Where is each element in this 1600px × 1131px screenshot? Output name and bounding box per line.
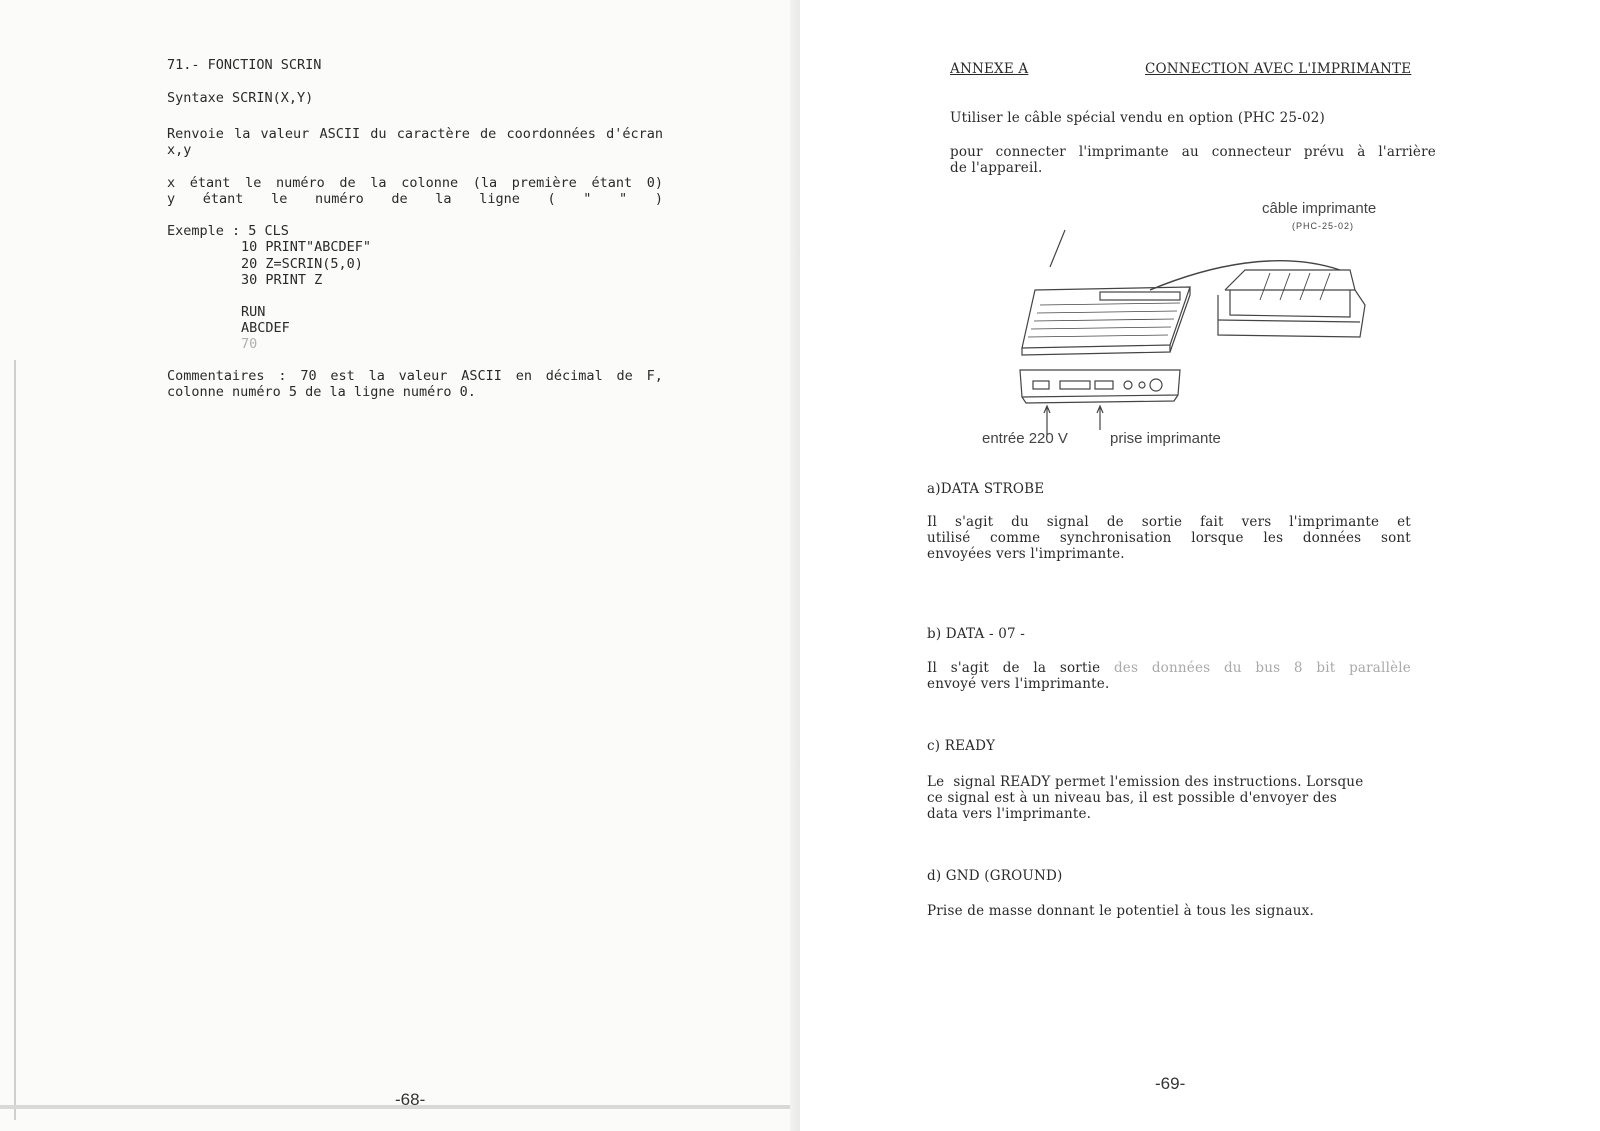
output-line: RUN: [241, 304, 266, 320]
word: coordonnées: [506, 126, 596, 142]
section-heading-d: d) GND (GROUND): [927, 868, 1063, 884]
annex-label: ANNEXE A: [950, 61, 1029, 77]
word: ASCII: [461, 368, 502, 384]
word: F,: [646, 368, 663, 384]
section-c-line: Le signal READY permet l'emission des instructions. Lorsque: [927, 774, 1364, 790]
word: colonne: [401, 175, 459, 191]
word: Il: [927, 660, 938, 676]
word: de: [616, 368, 633, 384]
section-c-line: data vers l'imprimante.: [927, 806, 1092, 822]
word: le: [245, 175, 262, 191]
word: première: [511, 175, 577, 191]
word: étant: [189, 175, 231, 191]
word: (: [547, 191, 556, 207]
word: du: [370, 126, 387, 142]
page-number: -68-: [395, 1090, 426, 1109]
word: au: [1181, 144, 1199, 160]
word: 0): [646, 175, 663, 191]
word: de: [480, 126, 497, 142]
page-edge-shadow: [14, 360, 16, 1120]
section-heading-c: c) READY: [927, 738, 996, 754]
printer-port-label: prise imprimante: [1110, 430, 1221, 447]
section-a-line-2: [927, 530, 1411, 547]
code-line: 10 PRINT"ABCDEF": [241, 239, 372, 255]
word: la: [368, 368, 385, 384]
page-title: CONNECTION AVEC L'IMPRIMANTE: [1145, 61, 1412, 77]
word: la: [1033, 660, 1047, 676]
section-a-line-1: [927, 514, 1411, 531]
word: Commentaires: [167, 368, 265, 384]
word: signal: [1046, 514, 1089, 530]
output-line: 70: [241, 336, 258, 352]
section-b-line-2: envoyé vers l'imprimante.: [927, 676, 1110, 692]
word: s'agit: [950, 660, 990, 676]
comment-line-1: [167, 368, 663, 385]
word: du: [1223, 660, 1242, 676]
x-definition-line: [167, 175, 663, 192]
word: y: [167, 191, 176, 207]
word: de: [339, 175, 356, 191]
word: comme: [990, 530, 1041, 546]
word: d'écran: [606, 126, 663, 142]
word: de: [391, 191, 408, 207]
word: numéro: [314, 191, 364, 207]
word: étant: [591, 175, 633, 191]
word: ligne: [479, 191, 520, 207]
word: ": [619, 191, 628, 207]
word: ": [583, 191, 592, 207]
word: en: [515, 368, 532, 384]
word: pour: [950, 144, 983, 160]
word: des: [1113, 660, 1139, 676]
word: les: [1263, 530, 1284, 546]
word: du: [1011, 514, 1029, 530]
word: à: [1357, 144, 1366, 160]
section-heading: 71.- FONCTION SCRIN: [167, 57, 322, 73]
word: l'imprimante: [1078, 144, 1169, 160]
intro-line-3: de l'appareil.: [950, 160, 1043, 176]
word: valeur: [398, 368, 448, 384]
comment-line-2: colonne numéro 5 de la ligne numéro 0.: [167, 384, 476, 400]
word: lorsque: [1191, 530, 1244, 546]
word: sortie: [1141, 514, 1183, 530]
word: Renvoie: [167, 126, 224, 142]
word: caractère: [396, 126, 470, 142]
printer-connection-illustration: [990, 195, 1430, 445]
code-line: 30 PRINT Z: [241, 272, 323, 288]
section-heading-b: b) DATA - 07 -: [927, 626, 1026, 642]
word: vers: [1241, 514, 1272, 530]
word: utilisé: [927, 530, 971, 546]
word: fait: [1200, 514, 1224, 530]
example-label: Exemple : 5 CLS: [167, 223, 289, 239]
y-definition-line: [167, 191, 663, 208]
intro-line-2: [950, 144, 1436, 161]
word: est: [330, 368, 355, 384]
word: ASCII: [319, 126, 361, 142]
right-page: [800, 0, 1600, 1131]
returns-line-2: x,y: [167, 142, 192, 158]
section-d-line: Prise de masse donnant le potentiel à tous les signaux.: [927, 903, 1314, 919]
section-b-line-1: [927, 660, 1411, 677]
word: sortie: [1059, 660, 1101, 676]
word: synchronisation: [1059, 530, 1172, 546]
section-a-line-3: envoyées vers l'imprimante.: [927, 546, 1125, 562]
word: valeur: [260, 126, 310, 142]
word: la: [370, 175, 387, 191]
word: données: [1302, 530, 1362, 546]
word: prévu: [1303, 144, 1345, 160]
word: ): [654, 191, 663, 207]
word: bus: [1255, 660, 1281, 676]
word: l'imprimante: [1289, 514, 1380, 530]
code-line: 20 Z=SCRIN(5,0): [241, 256, 363, 272]
word: 8: [1293, 660, 1303, 676]
output-line: ABCDEF: [241, 320, 290, 336]
word: connecter: [995, 144, 1066, 160]
returns-line-1: [167, 126, 663, 143]
word: étant: [202, 191, 244, 207]
power-input-label: entrée 220 V: [982, 430, 1068, 447]
word: parallèle: [1349, 660, 1411, 676]
word: s'agit: [954, 514, 994, 530]
word: la: [234, 126, 251, 142]
word: numéro: [275, 175, 325, 191]
word: l'arrière: [1378, 144, 1436, 160]
word: la: [435, 191, 452, 207]
section-c-line: ce signal est à un niveau bas, il est possible d'envoyer des: [927, 790, 1338, 806]
word: x: [167, 175, 176, 191]
word: de: [1106, 514, 1124, 530]
word: et: [1397, 514, 1411, 530]
word: connecteur: [1211, 144, 1291, 160]
word: données: [1151, 660, 1211, 676]
section-heading-a: a)DATA STROBE: [927, 481, 1045, 497]
intro-line-1: Utiliser le câble spécial vendu en option (PHC 25-02): [950, 110, 1326, 126]
cable-reference: (PHC-25-02): [1292, 221, 1355, 231]
cable-label: câble imprimante: [1262, 200, 1377, 217]
word: de: [1002, 660, 1020, 676]
word: le: [271, 191, 288, 207]
word: bit: [1316, 660, 1336, 676]
word: sont: [1380, 530, 1411, 546]
syntax-line: Syntaxe SCRIN(X,Y): [167, 90, 314, 106]
word: (la: [472, 175, 498, 191]
word: Il: [927, 514, 938, 530]
word: 70: [300, 368, 317, 384]
page-number: -69-: [1155, 1074, 1186, 1093]
word: décimal: [545, 368, 603, 384]
word: :: [278, 368, 287, 384]
